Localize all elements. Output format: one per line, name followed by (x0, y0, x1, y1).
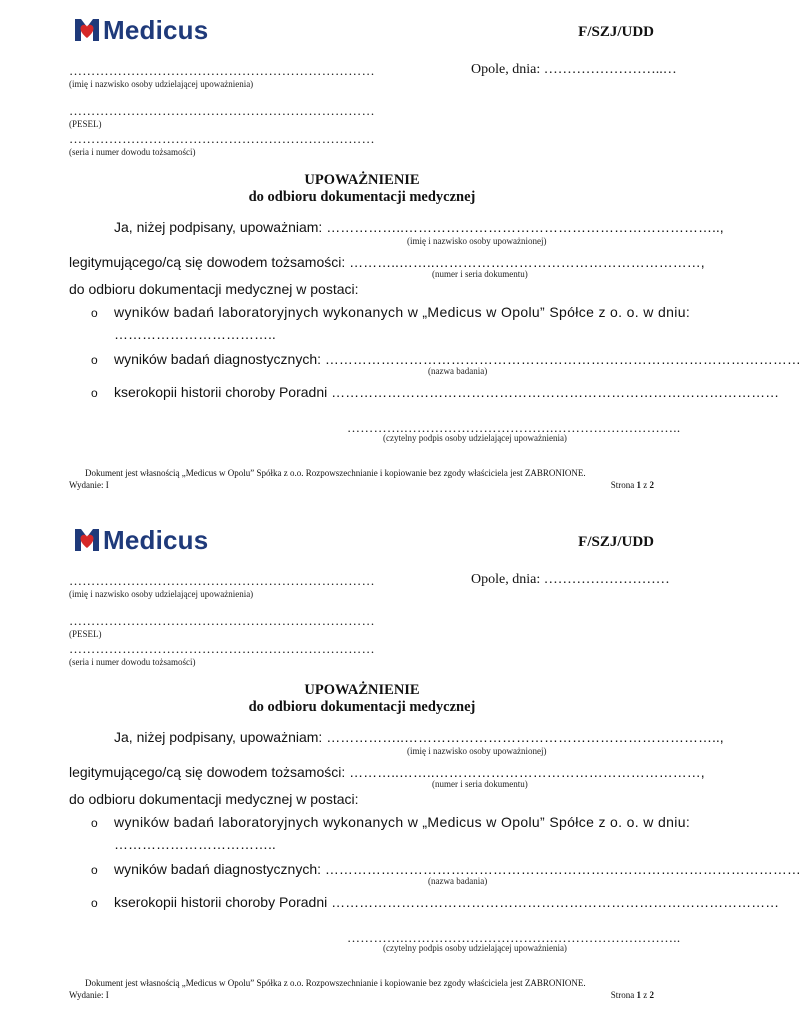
identity-document-field[interactable]: legitymującego/cą się dowodem tożsamości: ………..……..…………………………………………………, (69, 764, 705, 780)
pesel-caption: (PESEL) (69, 119, 102, 129)
signature-caption: (czytelny podpis osoby udzielającej upoważnienia) (383, 943, 567, 953)
checkbox-medical-history[interactable]: o (91, 896, 98, 910)
id-document-field[interactable]: …………………………………………………………… (69, 131, 375, 146)
identity-document-caption: (numer i seria dokumentu) (432, 779, 528, 789)
authorization-form-top (0, 0, 801, 510)
id-document-caption: (seria i numer dowodu tożsamości) (69, 657, 196, 667)
checkbox-diagnostic-results[interactable]: o (91, 863, 98, 877)
logo-wordmark: Medicus (103, 14, 209, 45)
signature-field[interactable]: ………….…………………………….……………………….. (347, 930, 681, 945)
document-code: F/SZJ/UDD (578, 24, 654, 40)
medicus-logo (72, 10, 208, 50)
item-lab-results: wyników badań laboratoryjnych wykonanych w „Medicus w Opolu” Spółce z o. o. w dniu: (114, 814, 691, 830)
item-lab-results: wyników badań laboratoryjnych wykonanych w „Medicus w Opolu” Spółce z o. o. w dniu: (114, 304, 691, 320)
id-document-field[interactable]: …………………………………………………………… (69, 641, 375, 656)
diagnostic-name-caption: (nazwa badania) (428, 366, 488, 376)
pesel-field[interactable]: …………………………………………………………… (69, 613, 375, 628)
signature-caption: (czytelny podpis osoby udzielającej upoważnienia) (383, 433, 567, 443)
lab-results-date-field[interactable]: …………………………….. (114, 326, 276, 342)
ownership-notice: Dokument jest własnością „Medicus w Opolu” Spółka z o.o. Rozpowszechnianie i kopiowanie bez zgody właściciela jest ZABRONIONE. (85, 978, 586, 988)
signature-field[interactable]: ………….…………………………….……………………….. (347, 420, 681, 435)
medicus-logo (72, 520, 208, 560)
authorized-person-caption: (imię i nazwisko osoby upoważnionej) (407, 236, 547, 246)
checkbox-lab-results[interactable]: o (91, 306, 98, 320)
form-subtitle: do odbioru dokumentacji medycznej (248, 699, 476, 715)
diagnostic-name-caption: (nazwa badania) (428, 876, 488, 886)
checkbox-lab-results[interactable]: o (91, 816, 98, 830)
logo-wordmark: Medicus (103, 524, 209, 555)
document-code: F/SZJ/UDD (578, 534, 654, 550)
heart-logo-icon (72, 16, 102, 44)
issuer-name-caption: (imię i nazwisko osoby udzielającej upoważnienia) (69, 79, 254, 89)
authorization-form-bottom (0, 510, 801, 1020)
collection-intro: do odbioru dokumentacji medycznej w postaci: (69, 281, 359, 297)
edition-label: Wydanie: I (69, 480, 109, 490)
issuer-name-field[interactable]: …………………………………………………………… (69, 63, 375, 78)
checkbox-diagnostic-results[interactable]: o (91, 353, 98, 367)
authorized-person-field[interactable]: Ja, niżej podpisany, upoważniam: ……………..………………………………………………………….., (114, 729, 724, 745)
date-field[interactable]: Opole, dnia: ……………………… (471, 572, 670, 587)
ownership-notice: Dokument jest własnością „Medicus w Opolu” Spółka z o.o. Rozpowszechnianie i kopiowanie bez zgody właściciela jest ZABRONIONE. (85, 468, 586, 478)
issuer-name-caption: (imię i nazwisko osoby udzielającej upoważnienia) (69, 589, 254, 599)
identity-document-caption: (numer i seria dokumentu) (432, 269, 528, 279)
item-medical-history[interactable]: kserokopii historii choroby Poradni …………………………………………………………………………………… (114, 384, 780, 400)
form-title: UPOWAŻNIENIE (304, 682, 420, 698)
page-indicator: Strona 1 z 2 (610, 480, 654, 490)
edition-label: Wydanie: I (69, 990, 109, 1000)
id-document-caption: (seria i numer dowodu tożsamości) (69, 147, 196, 157)
checkbox-medical-history[interactable]: o (91, 386, 98, 400)
form-subtitle: do odbioru dokumentacji medycznej (248, 189, 476, 205)
lab-results-date-field[interactable]: …………………………….. (114, 836, 276, 852)
date-field[interactable]: Opole, dnia: ……………………..… (471, 62, 677, 77)
issuer-name-field[interactable]: …………………………………………………………… (69, 573, 375, 588)
pesel-field[interactable]: …………………………………………………………… (69, 103, 375, 118)
authorized-person-field[interactable]: Ja, niżej podpisany, upoważniam: ……………..………………………………………………………….., (114, 219, 724, 235)
heart-logo-icon (72, 526, 102, 554)
pesel-caption: (PESEL) (69, 629, 102, 639)
form-title: UPOWAŻNIENIE (304, 172, 420, 188)
item-diagnostic-results[interactable]: wyników badań diagnostycznych: ………………………………………………………………………………………… (114, 351, 801, 367)
identity-document-field[interactable]: legitymującego/cą się dowodem tożsamości: ………..……..…………………………………………………, (69, 254, 705, 270)
authorized-person-caption: (imię i nazwisko osoby upoważnionej) (407, 746, 547, 756)
item-medical-history[interactable]: kserokopii historii choroby Poradni …………………………………………………………………………………… (114, 894, 780, 910)
collection-intro: do odbioru dokumentacji medycznej w postaci: (69, 791, 359, 807)
item-diagnostic-results[interactable]: wyników badań diagnostycznych: ………………………………………………………………………………………… (114, 861, 801, 877)
page-indicator: Strona 1 z 2 (610, 990, 654, 1000)
